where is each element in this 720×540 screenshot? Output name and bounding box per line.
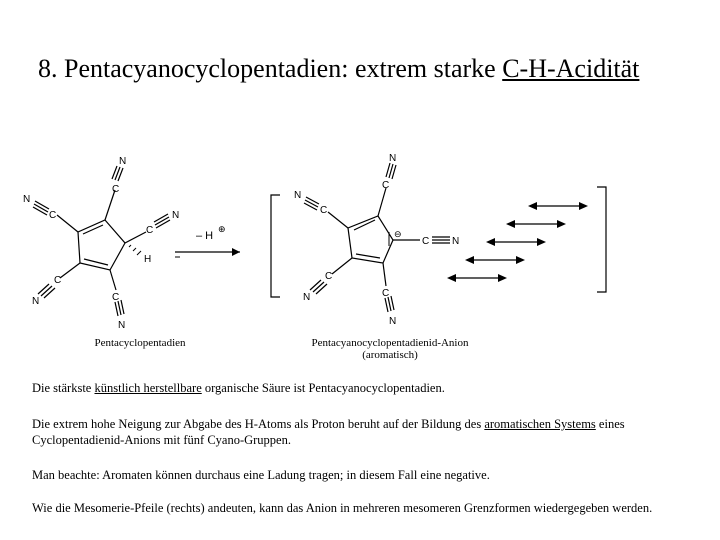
atom-C: C (54, 275, 62, 286)
double-bond-left-bottom (84, 259, 108, 265)
atom-C: C (49, 210, 57, 221)
p2-text-after: eines Cyclopentadienid-Anions mit fünf Cyano-Gruppen. (32, 417, 625, 447)
caption-right-line2: (aromatisch) (362, 349, 418, 361)
atom-N: N (119, 156, 127, 167)
atom-H: H (144, 254, 152, 265)
link-kuenstlich-herstellbare[interactable]: künstlich herstellbare (94, 381, 202, 395)
bracket-left (271, 195, 280, 297)
double-bond-right-bottom (356, 254, 380, 258)
p1-text-before: Die stärkste (32, 381, 95, 395)
link-aromatischen-systems[interactable]: aromatischen Systems (484, 417, 596, 431)
bracket-right (597, 187, 606, 292)
atom-N: N (118, 320, 126, 331)
molecule-pentacyanocyclopentadienid-anion (294, 153, 459, 327)
atom-C: C (112, 292, 120, 303)
reaction-arrow (175, 224, 240, 257)
reaction-scheme (0, 140, 720, 340)
mesomerie-arrow (486, 238, 546, 246)
mesomerie-arrow (447, 274, 507, 282)
proton-charge-icon: ⊕ (218, 224, 226, 234)
caption-right (280, 337, 500, 361)
anion-charge-icon: ⊖ (394, 229, 402, 239)
atom-N: N (32, 296, 40, 307)
atom-N: N (172, 210, 180, 221)
paragraph-3: Man beachte: Aromaten können durchaus eine Ladung tragen; in diesem Fall eine negative. (32, 468, 490, 482)
paragraph-1 (32, 380, 692, 396)
atom-N: N (303, 292, 311, 303)
atom-labels-left (23, 156, 179, 331)
atom-C: C (325, 271, 333, 282)
atom-N: N (294, 190, 302, 201)
paragraph-4: Wie die Mesomerie-Pfeile (rechts) andeuten, kann das Anion in mehreren mesomeren Grenzformen wiedergegeben werden. (32, 501, 653, 515)
atom-N: N (452, 236, 460, 247)
caption-left: Pentacyclopentadien (94, 337, 186, 349)
atom-C: C (112, 184, 120, 195)
atom-N: N (23, 194, 31, 205)
atom-C: C (320, 205, 328, 216)
molecule-pentacyanocyclopentadiene (23, 156, 179, 331)
title-underlined-term[interactable]: C-H-Acidität (502, 54, 640, 83)
page-title (38, 52, 698, 86)
mesomerie-arrows (447, 202, 588, 282)
atom-C: C (382, 288, 390, 299)
mesomerie-arrow (506, 220, 566, 228)
atom-N: N (389, 153, 397, 164)
mesomerie-arrow (528, 202, 588, 210)
atom-C: C (146, 225, 154, 236)
atom-C: C (382, 180, 390, 191)
atom-C: C (422, 236, 430, 247)
double-bond-left-top (83, 225, 103, 234)
caption-right-line1: Pentacyanocyclopentadienid-Anion (311, 337, 469, 349)
reagent-label: – H (196, 230, 214, 242)
p2-text-before: Die extrem hohe Neigung zur Abgabe des H-Atoms als Proton beruht auf der Bildung des (32, 417, 485, 431)
p1-text-after: organische Säure ist Pentacyanocyclopentadien. (201, 381, 445, 395)
ring-left (78, 220, 125, 270)
mesomerie-arrow (465, 256, 525, 264)
paragraph-2 (32, 416, 692, 448)
title-prefix: 8. Pentacyanocyclopentadien: extrem starke (38, 54, 503, 83)
atom-N: N (389, 316, 397, 327)
